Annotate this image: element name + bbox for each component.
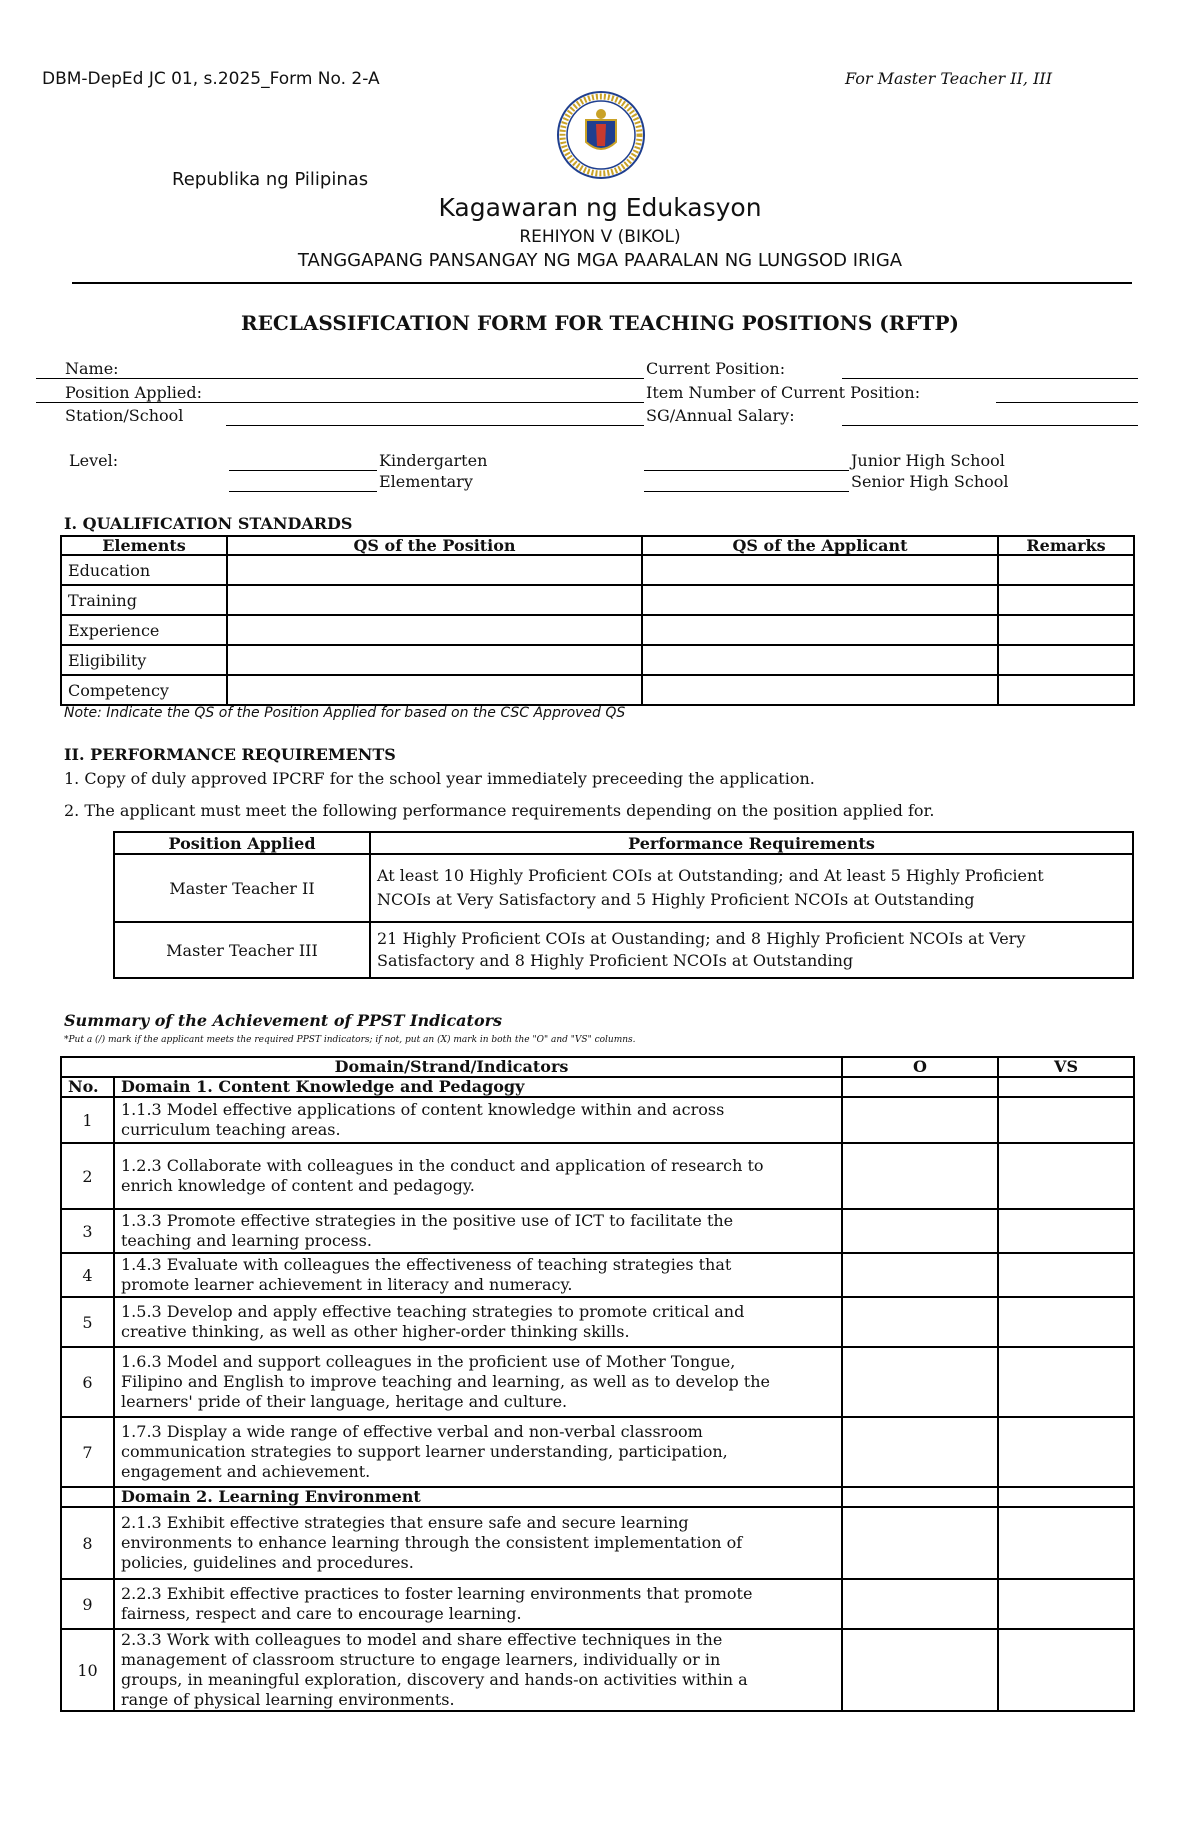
- ppst-indicator-line: management of classroom structure to engage learners, individually or in: [121, 1650, 721, 1669]
- ppst-indicator-row: [61, 1417, 1134, 1487]
- junior-high-blank[interactable]: [644, 470, 849, 471]
- qs-cell[interactable]: [998, 645, 1134, 675]
- elementary-blank[interactable]: [229, 491, 377, 492]
- ppst-no-label: No.: [61, 1077, 114, 1097]
- ppst-indicator-text: [114, 1629, 842, 1711]
- domain-1-heading: Domain 1. Content Knowledge and Pedagogy: [114, 1077, 842, 1097]
- ppst-indicator-line: enrich knowledge of content and pedagogy.: [121, 1176, 475, 1195]
- summary-instruction: *Put a (/) mark if the applicant meets the required PPST indicators; if not, put an (X) mark in both the "O" and "VS" columns.: [64, 1035, 636, 1045]
- summary-heading: Summary of the Achievement of PPST Indicators: [64, 1011, 503, 1030]
- ppst-indicator-line: curriculum teaching areas.: [121, 1120, 341, 1139]
- ppst-vs-cell[interactable]: [998, 1253, 1134, 1297]
- perf-col-requirements: Performance Requirements: [370, 832, 1133, 854]
- level-elementary: Elementary: [379, 472, 473, 491]
- ppst-indicator-line: teaching and learning process.: [121, 1231, 372, 1250]
- ppst-indicator-text: [114, 1253, 842, 1297]
- perf-mt3-line-1: 21 Highly Proficient COIs at Oustanding; and 8 Highly Proficient NCOIs at Very: [377, 929, 1026, 948]
- senior-high-blank[interactable]: [644, 491, 849, 492]
- form-title: RECLASSIFICATION FORM FOR TEACHING POSITIONS (RFTP): [241, 311, 959, 335]
- header-department: Kagawaran ng Edukasyon: [438, 193, 762, 222]
- ppst-indicator-no: 3: [61, 1209, 114, 1253]
- item-number-label: Item Number of Current Position:: [646, 383, 921, 402]
- ppst-indicator-line: fairness, respect and care to encourage learning.: [121, 1604, 522, 1623]
- qs-cell[interactable]: [642, 645, 998, 675]
- ppst-indicator-text: [114, 1297, 842, 1347]
- ppst-indicator-no: 1: [61, 1097, 114, 1143]
- perf-item-1: 1. Copy of duly approved IPCRF for the school year immediately preceeding the application.: [64, 769, 815, 788]
- qs-cell[interactable]: [227, 555, 642, 585]
- ppst-vs-cell[interactable]: [998, 1629, 1134, 1711]
- qs-col-position: QS of the Position: [227, 536, 642, 555]
- ppst-o-cell[interactable]: [842, 1347, 998, 1417]
- ppst-indicator-no: 4: [61, 1253, 114, 1297]
- qs-row-training: Training: [61, 585, 227, 615]
- qs-cell[interactable]: [998, 585, 1134, 615]
- ppst-cell: [998, 1487, 1134, 1507]
- ppst-indicator-line: 1.6.3 Model and support colleagues in the proficient use of Mother Tongue,: [121, 1352, 736, 1371]
- ppst-indicator-text: [114, 1507, 842, 1579]
- ppst-vs-cell[interactable]: [998, 1209, 1134, 1253]
- ppst-vs-cell[interactable]: [998, 1507, 1134, 1579]
- qs-row-education: Education: [61, 555, 227, 585]
- ppst-indicator-line: range of physical learning environments.: [121, 1690, 455, 1709]
- ppst-indicator-row: [61, 1143, 1134, 1209]
- header-divider: [72, 282, 1132, 284]
- ppst-indicator-line: learners' pride of their language, heritage and culture.: [121, 1392, 568, 1411]
- current-position-label: Current Position:: [646, 359, 786, 378]
- current-position-field[interactable]: [842, 378, 1138, 379]
- ppst-col-indicators: Domain/Strand/Indicators: [61, 1057, 842, 1077]
- position-applied-field[interactable]: [36, 402, 644, 403]
- qs-cell[interactable]: [227, 645, 642, 675]
- ppst-indicator-row: [61, 1097, 1134, 1143]
- ppst-o-cell[interactable]: [842, 1209, 998, 1253]
- ppst-indicator-line: 1.4.3 Evaluate with colleagues the effectiveness of teaching strategies that: [121, 1255, 732, 1274]
- qs-cell[interactable]: [227, 675, 642, 705]
- ppst-o-cell[interactable]: [842, 1297, 998, 1347]
- ppst-indicator-row: [61, 1253, 1134, 1297]
- form-for-label: For Master Teacher II, III: [845, 69, 1053, 88]
- ppst-indicator-no: 5: [61, 1297, 114, 1347]
- ppst-indicator-no: 2: [61, 1143, 114, 1209]
- ppst-indicator-line: 1.2.3 Collaborate with colleagues in the conduct and application of research to: [121, 1156, 764, 1175]
- ppst-o-cell[interactable]: [842, 1143, 998, 1209]
- sg-salary-label: SG/Annual Salary:: [646, 406, 795, 425]
- ppst-o-cell[interactable]: [842, 1629, 998, 1711]
- item-number-field[interactable]: [996, 402, 1138, 403]
- name-field[interactable]: [36, 378, 644, 379]
- sg-salary-field[interactable]: [842, 425, 1138, 426]
- level-junior-high: Junior High School: [851, 451, 1005, 470]
- ppst-o-cell[interactable]: [842, 1579, 998, 1629]
- ppst-indicator-line: 1.1.3 Model effective applications of content knowledge within and across: [121, 1100, 725, 1119]
- ppst-indicator-no: 6: [61, 1347, 114, 1417]
- ppst-indicator-line: Filipino and English to improve teaching and learning, as well as to develop the: [121, 1372, 770, 1391]
- ppst-vs-cell[interactable]: [998, 1347, 1134, 1417]
- ppst-vs-cell[interactable]: [998, 1097, 1134, 1143]
- ppst-indicator-row: [61, 1297, 1134, 1347]
- qs-row-experience: Experience: [61, 615, 227, 645]
- qs-col-applicant: QS of the Applicant: [642, 536, 998, 555]
- ppst-indicator-line: 1.3.3 Promote effective strategies in the positive use of ICT to facilitate the: [121, 1211, 734, 1230]
- qs-heading: I. QUALIFICATION STANDARDS: [64, 514, 353, 533]
- level-kindergarten: Kindergarten: [379, 451, 488, 470]
- perf-table: [113, 831, 1134, 979]
- perf-mt2-line-1: At least 10 Highly Proficient COIs at Outstanding; and At least 5 Highly Proficient: [377, 866, 1044, 885]
- qs-cell[interactable]: [227, 585, 642, 615]
- ppst-indicator-line: environments to enhance learning through the consistent implementation of: [121, 1533, 743, 1552]
- ppst-vs-cell[interactable]: [998, 1297, 1134, 1347]
- ppst-indicator-no: 10: [61, 1629, 114, 1711]
- ppst-indicator-text: [114, 1143, 842, 1209]
- qs-note: Note: Indicate the QS of the Position Applied for based on the CSC Approved QS: [64, 705, 626, 721]
- header-division: TANGGAPANG PANSANGAY NG MGA PAARALAN NG LUNGSOD IRIGA: [297, 250, 903, 271]
- ppst-indicator-row: [61, 1507, 1134, 1579]
- ppst-indicator-line: 1.7.3 Display a wide range of effective verbal and non-verbal classroom: [121, 1422, 703, 1441]
- header-republic: Republika ng Pilipinas: [172, 169, 369, 190]
- ppst-indicator-row: [61, 1579, 1134, 1629]
- ppst-indicator-line: groups, in meaningful exploration, discovery and hands-on activities within a: [121, 1670, 748, 1689]
- ppst-o-cell[interactable]: [842, 1097, 998, 1143]
- name-label: Name:: [65, 359, 119, 378]
- ppst-indicator-no: 9: [61, 1579, 114, 1629]
- ppst-indicator-line: 1.5.3 Develop and apply effective teaching strategies to promote critical and: [121, 1302, 745, 1321]
- ppst-indicator-text: [114, 1417, 842, 1487]
- qs-cell[interactable]: [642, 555, 998, 585]
- ppst-o-cell[interactable]: [842, 1507, 998, 1579]
- ppst-indicator-no: 8: [61, 1507, 114, 1579]
- ppst-indicator-line: 2.2.3 Exhibit effective practices to foster learning environments that promote: [121, 1584, 753, 1603]
- ppst-indicator-text: [114, 1579, 842, 1629]
- ppst-o-cell[interactable]: [842, 1253, 998, 1297]
- ppst-indicator-line: 2.1.3 Exhibit effective strategies that ensure safe and secure learning: [121, 1513, 689, 1532]
- qs-col-elements: Elements: [61, 536, 227, 555]
- perf-row-mt3-requirement: [370, 922, 1133, 978]
- position-applied-label: Position Applied:: [65, 383, 203, 402]
- ppst-vs-cell[interactable]: [998, 1143, 1134, 1209]
- ppst-indicator-no: 7: [61, 1417, 114, 1487]
- ppst-indicator-row: [61, 1629, 1134, 1711]
- perf-mt2-line-2: NCOIs at Very Satisfactory and 5 Highly Proficient NCOIs at Outstanding: [377, 890, 975, 909]
- perf-row-mt3-position: Master Teacher III: [114, 922, 370, 978]
- kindergarten-blank[interactable]: [229, 470, 377, 471]
- ppst-indicator-line: creative thinking, as well as other higher-order thinking skills.: [121, 1322, 630, 1341]
- domain-2-heading: Domain 2. Learning Environment: [114, 1487, 842, 1507]
- ppst-cell: [842, 1077, 998, 1097]
- ppst-indicator-line: engagement and achievement.: [121, 1462, 371, 1481]
- ppst-indicator-text: [114, 1209, 842, 1253]
- station-school-label: Station/School: [65, 406, 184, 425]
- qs-cell[interactable]: [998, 615, 1134, 645]
- ppst-o-cell[interactable]: [842, 1417, 998, 1487]
- perf-item-2: 2. The applicant must meet the following performance requirements depending on the position applied for.: [64, 801, 935, 820]
- perf-col-position: Position Applied: [114, 832, 370, 854]
- ppst-indicator-text: [114, 1097, 842, 1143]
- qs-cell[interactable]: [998, 555, 1134, 585]
- ppst-cell: [998, 1077, 1134, 1097]
- ppst-col-o: O: [842, 1057, 998, 1077]
- ppst-indicator-row: [61, 1347, 1134, 1417]
- ppst-indicator-line: communication strategies to support learner understanding, participation,: [121, 1442, 728, 1461]
- station-school-field[interactable]: [226, 425, 644, 426]
- ppst-indicator-row: [61, 1209, 1134, 1253]
- level-senior-high: Senior High School: [851, 472, 1009, 491]
- form-code: DBM-DepEd JC 01, s.2025_Form No. 2-A: [42, 69, 380, 89]
- qs-cell[interactable]: [998, 675, 1134, 705]
- qs-cell[interactable]: [227, 615, 642, 645]
- perf-mt3-line-2: Satisfactory and 8 Highly Proficient NCOIs at Outstanding: [377, 951, 854, 970]
- perf-row-mt2-requirement: [370, 854, 1133, 922]
- ppst-vs-cell[interactable]: [998, 1417, 1134, 1487]
- qs-cell[interactable]: [642, 675, 998, 705]
- deped-seal-logo: [556, 90, 646, 180]
- ppst-indicator-text: [114, 1347, 842, 1417]
- qs-cell[interactable]: [642, 585, 998, 615]
- qs-row-competency: Competency: [61, 675, 227, 705]
- ppst-table: [60, 1056, 1135, 1712]
- perf-row-mt2-position: Master Teacher II: [114, 854, 370, 922]
- ppst-vs-cell[interactable]: [998, 1579, 1134, 1629]
- ppst-cell: [61, 1487, 114, 1507]
- header-region: REHIYON V (BIKOL): [519, 227, 681, 247]
- ppst-indicator-line: promote learner achievement in literacy and numeracy.: [121, 1275, 573, 1294]
- ppst-indicator-line: policies, guidelines and procedures.: [121, 1553, 414, 1572]
- qs-table: [60, 535, 1135, 706]
- ppst-cell: [842, 1487, 998, 1507]
- perf-heading: II. PERFORMANCE REQUIREMENTS: [64, 745, 396, 764]
- ppst-indicator-line: 2.3.3 Work with colleagues to model and share effective techniques in the: [121, 1630, 723, 1649]
- qs-row-eligibility: Eligibility: [61, 645, 227, 675]
- qs-col-remarks: Remarks: [998, 536, 1134, 555]
- level-label: Level:: [69, 451, 119, 470]
- qs-cell[interactable]: [642, 615, 998, 645]
- ppst-col-vs: VS: [998, 1057, 1134, 1077]
